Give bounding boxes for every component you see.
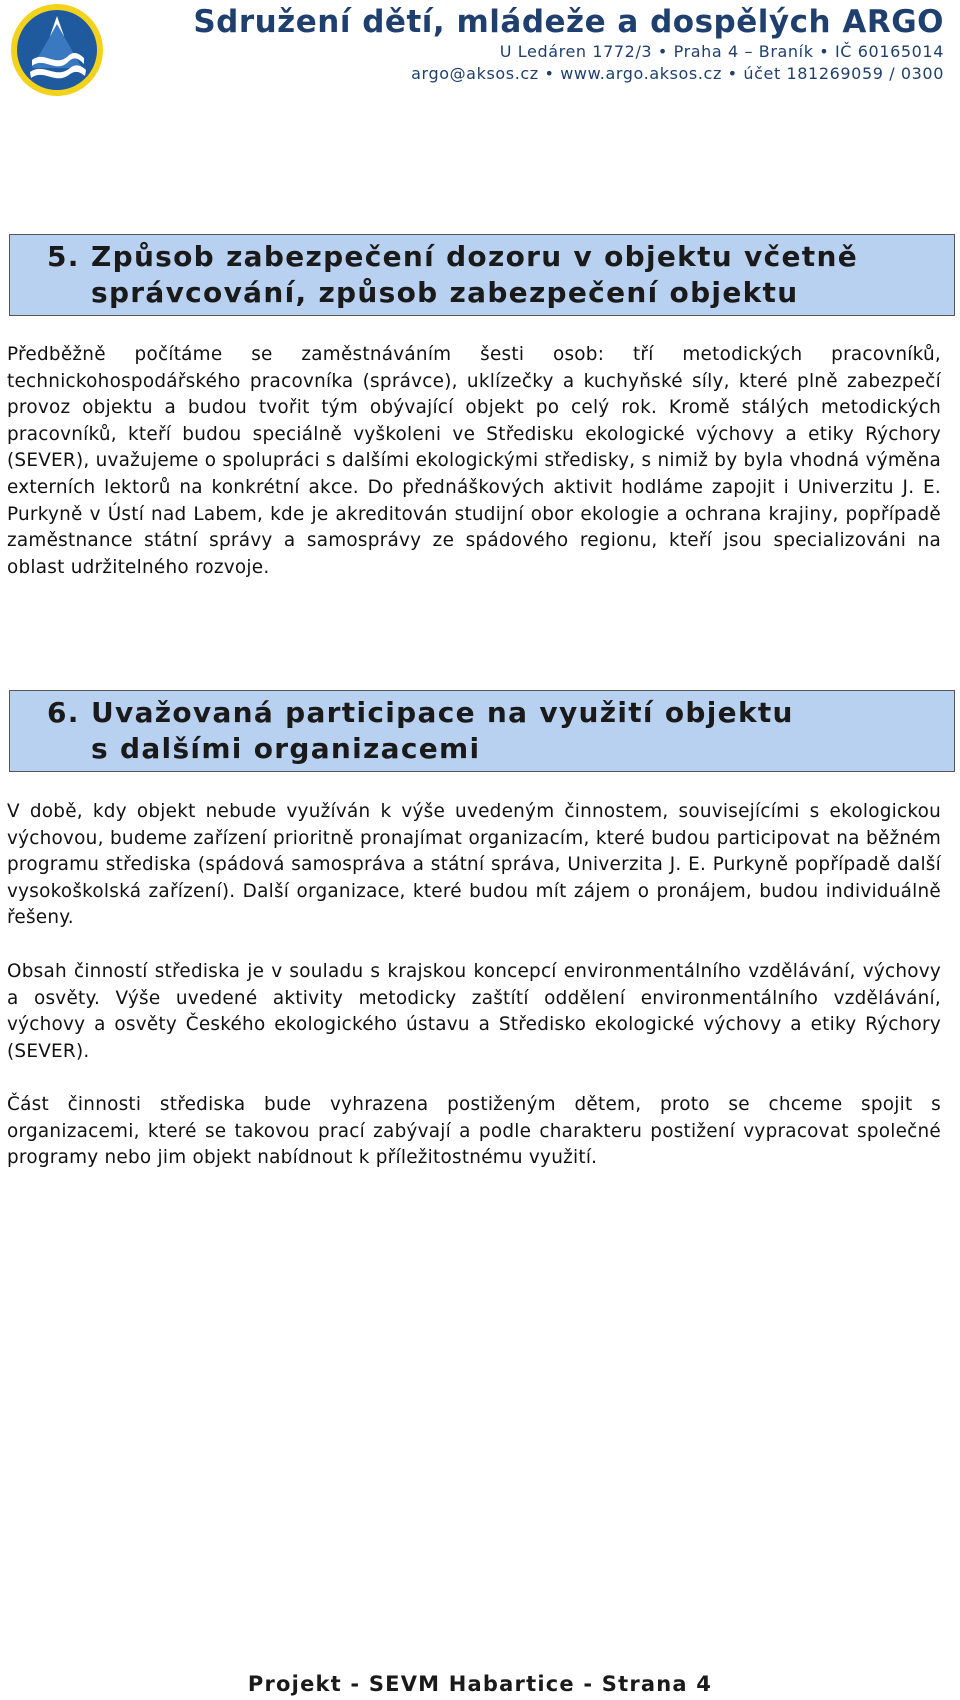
page-footer: Projekt - SEVM Habartice - Strana 4 (247, 1672, 713, 1696)
section-5-heading (9, 234, 955, 316)
section-6-paragraph-2: Obsah činností střediska je v souladu s krajskou koncepcí environmentálního vzdělávání, výchovy a osvěty. Výše uvedené aktivity metodicky zaštítí oddělení environmentálního vzdělávání, výchovy a osvěty Českého ekologického ústavu a Středisko ekologické výchovy a etiky Rýchory (SEVER). (7, 961, 941, 1062)
organization-name: Sdružení dětí, mládeže a dospělých ARGO (193, 4, 944, 40)
organization-address: U Ledáren 1772/3 • Praha 4 – Braník • IČ 60165014 (499, 42, 944, 61)
section-6-paragraph-1: V době, kdy objekt nebude využíván k výše uvedeným činnostem, souvisejícími s ekologickou výchovou, budeme zařízení prioritně pronajímat organizacím, které budou participovat na běžném programu střediska (spádová samospráva a státní správa, Univerzita J. E. Purkyně popřípadě další vysokoškolská zařízení). Další organizace, které budou mít zájem o pronájem, budou individuálně řešeny. (7, 801, 941, 929)
argo-logo (6, 2, 108, 98)
letterhead (0, 0, 960, 110)
section-6-paragraph-3: Část činnosti střediska bude vyhrazena postiženým dětem, proto se chceme spojit s organizacemi, které se takovou prací zabývají a podle charakteru postižení vypracovat společné programy nebo jim objekt nabídnout k příležitostnému využití. (7, 1094, 941, 1169)
section-title-line-2: s dalšími organizacemi (91, 732, 481, 765)
section-title-line-1: Uvažovaná participace na využití objektu (91, 696, 794, 729)
section-number: 6. (47, 696, 80, 729)
section-title-line-2: správcování, způsob zabezpečení objektu (91, 276, 799, 309)
section-6-heading (9, 690, 955, 772)
organization-contact: argo@aksos.cz • www.argo.aksos.cz • účet 181269059 / 0300 (411, 64, 944, 83)
section-number: 5. (47, 240, 80, 273)
section-title-line-1: Způsob zabezpečení dozoru v objektu včetně (91, 240, 858, 273)
section-5-paragraph: Předběžně počítáme se zaměstnáváním šesti osob: tří metodických pracovníků, technickohospodářského pracovníka (správce), uklízečky a kuchyňské síly, které plně zabezpečí provoz objektu a budou tvořit tým obývající objekt po celý rok. Kromě stálých metodických pracovníků, kteří budou speciálně vyškoleni ve Středisku ekologické výchovy a etiky Rýchory (SEVER), uvažujeme o spolupráci s dalšími ekologickými středisky, s nimiž by byla vhodná výměna externích lektorů na konkrétní akce. Do přednáškových aktivit hodláme zapojit i Univerzitu J. E. Purkyně v Ústí nad Labem, kde je akreditován studijní obor ekologie a ochrana krajiny, popřípadě zaměstnance státní správy a samosprávy ze spádového regionu, kteří jsou specializováni na oblast udržitelného rozvoje. (7, 344, 941, 578)
